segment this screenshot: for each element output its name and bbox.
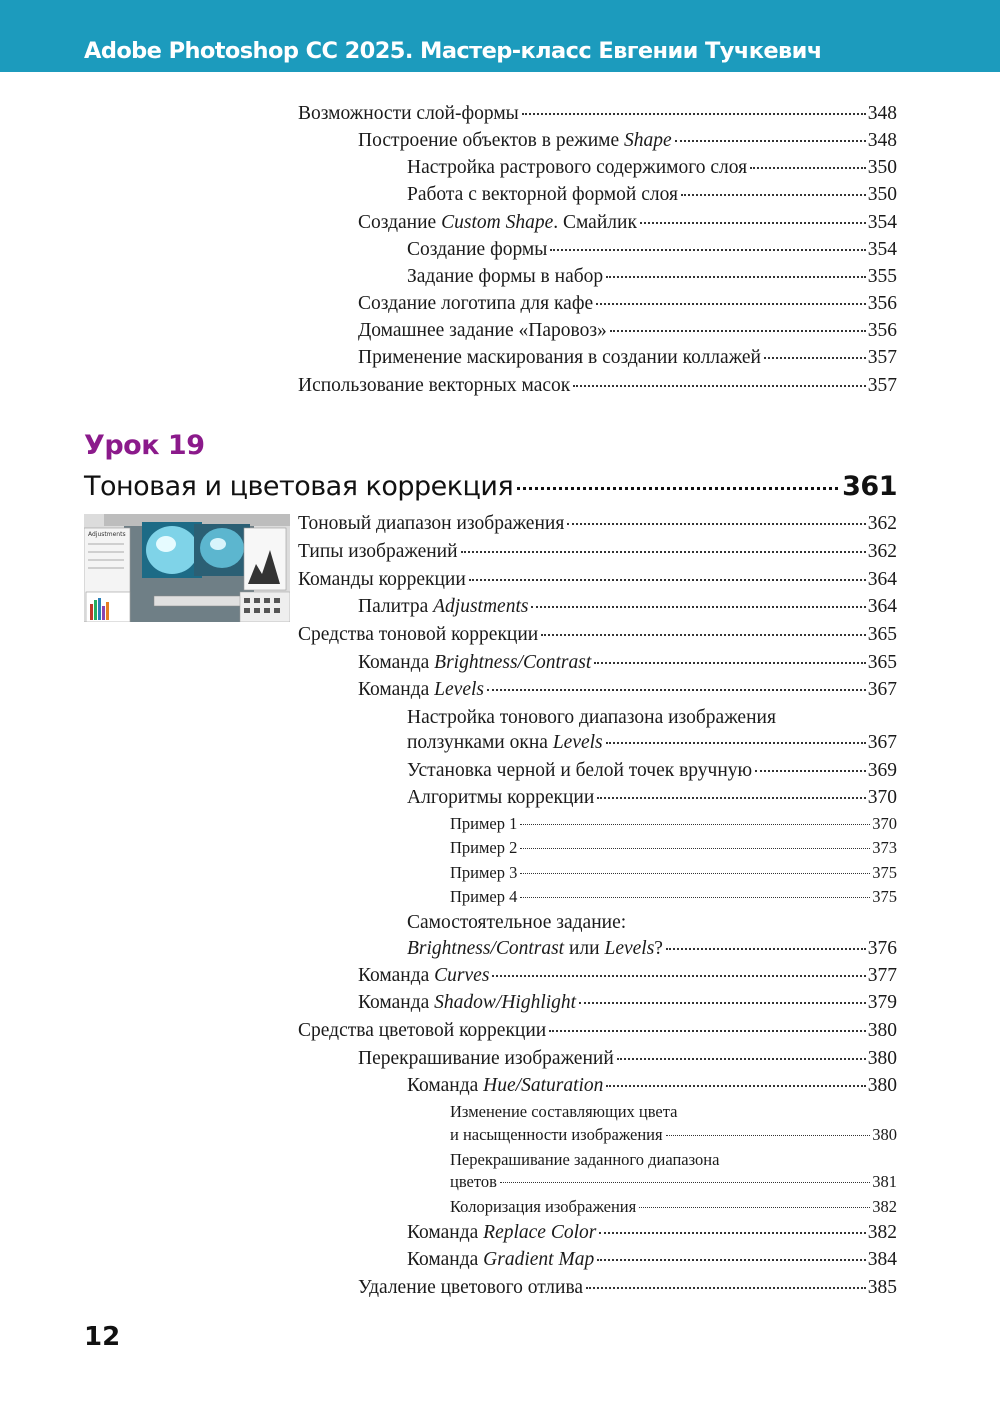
toc-entry[interactable]: Задание формы в набор 355	[407, 266, 897, 287]
toc-entry[interactable]: Brightness/Contrast или Levels? 376	[407, 938, 897, 959]
toc-entry[interactable]: Установка черной и белой точек вручную 369	[407, 760, 897, 781]
toc-entry[interactable]: Команда Gradient Map 384	[407, 1249, 897, 1270]
toc-entry[interactable]: Команды коррекции 364	[298, 569, 897, 590]
chapter-title-entry[interactable]: Тоновая и цветовая коррекция 361	[84, 471, 897, 502]
lesson-label: Урок 19	[84, 430, 205, 461]
toc-entry[interactable]: Пример 1 370	[450, 814, 897, 833]
toc-entry[interactable]: Команда Hue/Saturation 380	[407, 1075, 897, 1096]
toc-entry[interactable]: Средства тоновой коррекции 365	[298, 624, 897, 645]
toc-entry-line1: Настройка тонового диапазона изображения	[407, 707, 776, 728]
toc-entry[interactable]: Применение маскирования в создании коллажей 357	[358, 347, 897, 368]
toc-entry[interactable]: Средства цветовой коррекции 380	[298, 1020, 897, 1041]
toc-entry[interactable]: Команда Curves 377	[358, 965, 897, 986]
toc-entry-line1: Самостоятельное задание:	[407, 912, 627, 933]
toc-entry[interactable]: Тоновый диапазон изображения 362	[298, 513, 897, 534]
toc-entry[interactable]: Пример 2 373	[450, 838, 897, 857]
toc-entry[interactable]: Пример 3 375	[450, 863, 897, 882]
toc-entry[interactable]: Колоризация изображения 382	[450, 1197, 897, 1216]
toc-entry[interactable]: Возможности слой-формы 348	[298, 103, 897, 124]
toc-entry[interactable]: Работа с векторной формой слоя 350	[407, 184, 897, 205]
toc-entry[interactable]: Команда Shadow/Highlight 379	[358, 992, 897, 1013]
toc-entry[interactable]: Создание логотипа для кафе 356	[358, 293, 897, 314]
toc-entry[interactable]: ползунками окна Levels 367	[407, 732, 897, 753]
thumbnail-collage	[84, 514, 290, 622]
toc-entry[interactable]: Использование векторных масок 357	[298, 375, 897, 396]
toc-entry[interactable]: Создание формы 354	[407, 239, 897, 260]
toc-entry[interactable]: Настройка растрового содержимого слоя 350	[407, 157, 897, 178]
toc-entry[interactable]: Палитра Adjustments 364	[358, 596, 897, 617]
toc-entry[interactable]: Домашнее задание «Паровоз» 356	[358, 320, 897, 341]
toc-entry[interactable]: Типы изображений 362	[298, 541, 897, 562]
toc-entry[interactable]: Удаление цветового отлива 385	[358, 1277, 897, 1298]
toc-entry[interactable]: цветов 381	[450, 1172, 897, 1191]
toc-entry[interactable]: и насыщенности изображения 380	[450, 1125, 897, 1144]
toc-entry-line1: Изменение составляющих цвета	[450, 1102, 678, 1121]
toc-entry[interactable]: Команда Levels 367	[358, 679, 897, 700]
toc-entry-line1: Перекрашивание заданного диапазона	[450, 1150, 720, 1169]
book-title: Adobe Photoshop CC 2025. Мастер-класс Евгении Тучкевич	[84, 38, 822, 64]
svg-text:Adjustments: Adjustments	[88, 531, 126, 538]
toc-entry[interactable]: Создание Custom Shape. Смайлик 354	[358, 212, 897, 233]
toc-entry[interactable]: Команда Brightness/Contrast 365	[358, 652, 897, 673]
page-number: 12	[84, 1322, 121, 1352]
toc-entry[interactable]: Команда Replace Color 382	[407, 1222, 897, 1243]
toc-entry[interactable]: Алгоритмы коррекции 370	[407, 787, 897, 808]
toc-entry[interactable]: Построение объектов в режиме Shape 348	[358, 130, 897, 151]
lesson-thumbnail-image	[84, 514, 290, 622]
toc-entry[interactable]: Перекрашивание изображений 380	[358, 1048, 897, 1069]
toc-entry[interactable]: Пример 4 375	[450, 887, 897, 906]
header-bar	[0, 0, 1000, 72]
